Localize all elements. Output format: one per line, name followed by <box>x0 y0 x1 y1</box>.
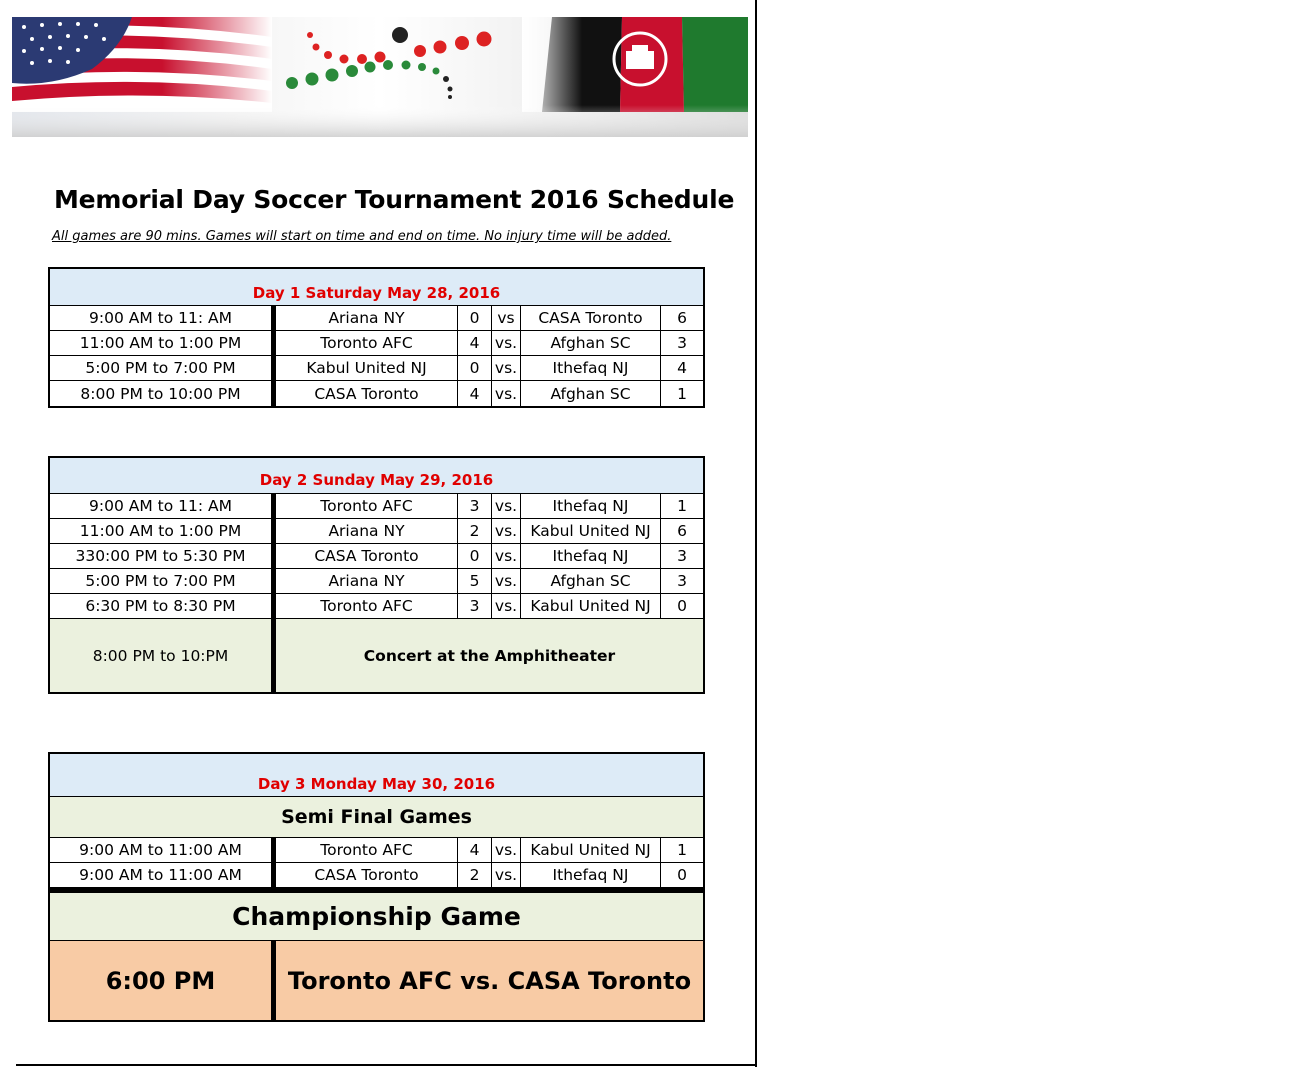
away-score: 6 <box>677 309 687 327</box>
page-border-right <box>755 0 757 1067</box>
away-team: Kabul United NJ <box>521 519 661 543</box>
versus-label: vs. <box>492 494 521 518</box>
away-score: 0 <box>677 597 687 615</box>
championship-match: Toronto AFC vs. CASA Toronto <box>287 966 692 995</box>
versus-label: vs. <box>492 569 521 593</box>
home-team: Toronto AFC <box>276 331 458 355</box>
usa-flag-icon <box>12 17 272 112</box>
home-score: 2 <box>458 863 492 887</box>
versus-label: vs. <box>492 331 521 355</box>
game-time: 9:00 AM to 11: AM <box>50 494 276 518</box>
day1-heading: Day 1 Saturday May 28, 2016 <box>50 269 703 306</box>
game-row <box>50 863 703 888</box>
game-time: 5:00 PM to 7:00 PM <box>50 356 276 380</box>
semi-final-heading: Semi Final Games <box>50 797 703 838</box>
game-row <box>50 544 703 569</box>
home-score: 0 <box>458 306 492 330</box>
versus-label: vs. <box>492 594 521 618</box>
home-team: Toronto AFC <box>276 838 458 862</box>
away-score: 0 <box>677 866 687 884</box>
game-row <box>50 838 703 863</box>
home-team: Ariana NY <box>276 306 458 330</box>
versus-label: vs <box>492 306 521 330</box>
away-team: Ithefaq NJ <box>521 356 661 380</box>
home-score: 2 <box>458 519 492 543</box>
game-time: 9:00 AM to 11:00 AM <box>50 863 276 887</box>
away-score: 3 <box>677 572 687 590</box>
away-team: Ithefaq NJ <box>521 544 661 568</box>
home-team: CASA Toronto <box>276 544 458 568</box>
championship-time: 6:00 PM <box>50 941 276 1020</box>
home-score: 4 <box>458 331 492 355</box>
versus-label: vs. <box>492 544 521 568</box>
day3-heading: Day 3 Monday May 30, 2016 <box>50 754 703 797</box>
concert-row <box>50 619 703 692</box>
home-team: Ariana NY <box>276 519 458 543</box>
home-score: 4 <box>458 381 492 406</box>
versus-label: vs. <box>492 519 521 543</box>
day3-table <box>48 752 705 1022</box>
concert-event: Concert at the Amphitheater <box>363 646 616 665</box>
game-row <box>50 331 703 356</box>
away-team: Kabul United NJ <box>521 838 661 862</box>
away-team: Kabul United NJ <box>521 594 661 618</box>
away-score: 4 <box>677 359 687 377</box>
away-score: 6 <box>677 522 687 540</box>
versus-label: vs. <box>492 381 521 406</box>
away-team: Afghan SC <box>521 381 661 406</box>
logo-dots-icon <box>286 27 492 99</box>
versus-label: vs. <box>492 863 521 887</box>
home-score: 4 <box>458 838 492 862</box>
versus-label: vs. <box>492 356 521 380</box>
game-time: 9:00 AM to 11:00 AM <box>50 838 276 862</box>
page-border-bottom <box>16 1064 757 1066</box>
game-row <box>50 519 703 544</box>
home-score: 5 <box>458 569 492 593</box>
game-time: 8:00 PM to 10:00 PM <box>50 381 276 406</box>
championship-heading: Championship Game <box>50 888 703 941</box>
away-team: CASA Toronto <box>521 306 661 330</box>
away-team: Afghan SC <box>521 331 661 355</box>
game-time: 11:00 AM to 1:00 PM <box>50 331 276 355</box>
game-row <box>50 381 703 406</box>
game-time: 9:00 AM to 11: AM <box>50 306 276 330</box>
day1-table <box>48 267 705 408</box>
game-time: 330:00 PM to 5:30 PM <box>50 544 276 568</box>
game-time: 5:00 PM to 7:00 PM <box>50 569 276 593</box>
game-time: 6:30 PM to 8:30 PM <box>50 594 276 618</box>
game-row <box>50 594 703 619</box>
home-score: 3 <box>458 594 492 618</box>
away-score: 1 <box>677 497 687 515</box>
page-title: Memorial Day Soccer Tournament 2016 Schedule <box>54 185 735 214</box>
away-team: Ithefaq NJ <box>521 863 661 887</box>
home-team: Ariana NY <box>276 569 458 593</box>
game-row <box>50 306 703 331</box>
home-score: 0 <box>458 356 492 380</box>
game-row <box>50 494 703 519</box>
day2-heading: Day 2 Sunday May 29, 2016 <box>50 458 703 494</box>
away-team: Afghan SC <box>521 569 661 593</box>
away-team: Ithefaq NJ <box>521 494 661 518</box>
home-team: CASA Toronto <box>276 381 458 406</box>
day2-table <box>48 456 705 694</box>
away-score: 1 <box>677 384 687 403</box>
home-team: Toronto AFC <box>276 494 458 518</box>
rules-note: All games are 90 mins. Games will start on time and end on time. No injury time will be added. <box>52 229 672 244</box>
concert-time: 8:00 PM to 10:PM <box>50 619 276 692</box>
home-team: Kabul United NJ <box>276 356 458 380</box>
home-team: Toronto AFC <box>276 594 458 618</box>
home-score: 0 <box>458 544 492 568</box>
home-score: 3 <box>458 494 492 518</box>
game-time: 11:00 AM to 1:00 PM <box>50 519 276 543</box>
championship-row <box>50 941 703 1020</box>
away-score: 3 <box>677 334 687 352</box>
header-banner <box>12 17 748 137</box>
home-team: CASA Toronto <box>276 863 458 887</box>
away-score: 3 <box>677 547 687 565</box>
versus-label: vs. <box>492 838 521 862</box>
game-row <box>50 569 703 594</box>
afghanistan-flag-icon <box>522 17 748 112</box>
game-row <box>50 356 703 381</box>
away-score: 1 <box>677 841 687 859</box>
